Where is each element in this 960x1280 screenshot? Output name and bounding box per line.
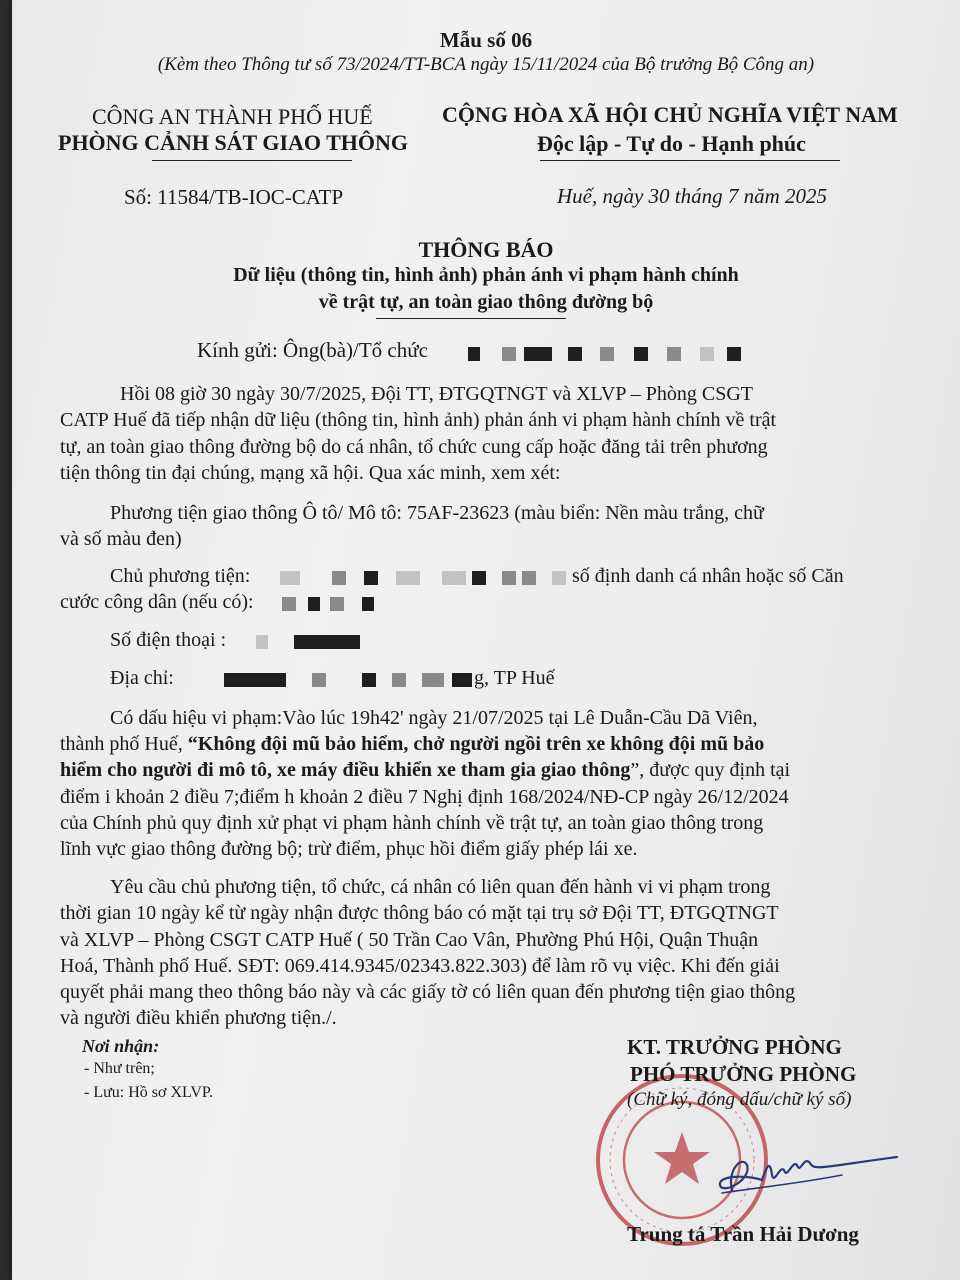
recipient-item: - Lưu: Hồ sơ XLVP. — [84, 1084, 213, 1101]
violation-behavior: “Không đội mũ bảo hiểm, chở người ngồi trên xe không đội mũ bảo — [187, 733, 765, 755]
signature-title-1: KT. TRƯỞNG PHÒNG — [627, 1035, 842, 1059]
recipients-title: Nơi nhận: — [82, 1036, 160, 1056]
document-title: THÔNG BÁO — [418, 237, 554, 262]
national-motto: Độc lập - Tự do - Hạnh phúc — [537, 131, 806, 156]
body-text: tiện thông tin đại chúng, mạng xã hội. Qua xác minh, xem xét: — [60, 462, 561, 484]
document-number: Số: 11584/TB-IOC-CATP — [124, 185, 344, 209]
violation-text: lĩnh vực giao thông đường bộ; trừ điểm, phục hồi điểm giấy phép lái xe. — [60, 838, 638, 860]
document-subtitle-2: về trật tự, an toàn giao thông đường bộ — [318, 291, 654, 313]
violation-text: thành phố Huế, “Không đội mũ bảo hiểm, chở người ngồi trên xe không đội mũ bảo — [60, 733, 765, 755]
greeting: Kính gửi: Ông(bà)/Tổ chức — [197, 338, 428, 362]
form-number: Mẫu số 06 — [439, 28, 533, 52]
title-underline — [376, 318, 566, 319]
handwritten-signature — [702, 1135, 902, 1215]
motto-underline — [540, 160, 840, 161]
document-page — [12, 0, 960, 1280]
request-text: thời gian 10 ngày kể từ ngày nhận được thông báo có mặt tại trụ sở Đội TT, ĐTGQTNGT — [60, 902, 779, 924]
recipient-item: - Như trên; — [84, 1060, 155, 1077]
request-text: Yêu cầu chủ phương tiện, tổ chức, cá nhân có liên quan đến hành vi vi phạm trong — [110, 876, 771, 898]
body-text: Hồi 08 giờ 30 ngày 30/7/2025, Đội TT, ĐTGQTNGT và XLVP – Phòng CSGT — [120, 383, 753, 405]
violation-text: hiểm cho người đi mô tô, xe máy điều khiển xe tham gia giao thông”, được quy định tại — [60, 759, 791, 781]
request-text: Hoá, Thành phố Huế. SĐT: 069.414.9345/02343.822.303) để làm rõ vụ việc. Khi đến giải — [60, 955, 780, 977]
owner-id-text: số định danh cá nhân hoặc số Căn — [572, 565, 844, 587]
phone-label: Số điện thoại : — [110, 629, 227, 651]
body-text: CATP Huế đã tiếp nhận dữ liệu (thông tin, hình ảnh) phản ánh vi phạm hành chính về trật — [60, 409, 777, 431]
department-name: PHÒNG CẢNH SÁT GIAO THÔNG — [58, 130, 409, 155]
violation-text: của Chính phủ quy định xử phạt vi phạm hành chính về trật tự, an toàn giao thông trong — [60, 812, 764, 834]
address-city: g, TP Huế — [474, 667, 555, 689]
signature-title-2: PHÓ TRƯỞNG PHÒNG — [630, 1062, 857, 1086]
national-title: CỘNG HÒA XÃ HỘI CHỦ NGHĨA VIỆT NAM — [442, 102, 898, 127]
signature-note: (Chữ ký, đóng dấu/chữ ký số) — [627, 1089, 852, 1110]
vehicle-info: và số màu đen) — [60, 528, 182, 550]
document-subtitle-1: Dữ liệu (thông tin, hình ảnh) phản ánh vi phạm hành chính — [233, 264, 739, 286]
request-text: quyết phải mang theo thông báo này và các giấy tờ có liên quan đến phương tiện giao thông — [60, 981, 796, 1003]
violation-text: Có dấu hiệu vi phạm:Vào lúc 19h42' ngày 21/07/2025 tại Lê Duẫn-Cầu Dã Viên, — [110, 707, 758, 729]
signer-name: Trung tá Trần Hải Dương — [627, 1222, 859, 1246]
address-label: Địa chỉ: — [110, 667, 174, 689]
request-text: và XLVP – Phòng CSGT CATP Huế ( 50 Trần Cao Vân, Phường Phú Hội, Quận Thuận — [60, 929, 759, 951]
owner-label: Chủ phương tiện: — [110, 565, 251, 587]
violation-text: điểm i khoản 2 điều 7;điểm h khoản 2 điều 7 Nghị định 168/2024/NĐ-CP ngày 26/12/2024 — [60, 786, 789, 808]
agency-underline — [152, 160, 352, 161]
vehicle-info: Phương tiện giao thông Ô tô/ Mô tô: 75AF-23623 (màu biển: Nền màu trắng, chữ — [110, 502, 764, 524]
body-text: tự, an toàn giao thông đường bộ do cá nhân, tổ chức cung cấp hoặc đăng tải trên phương — [60, 436, 768, 458]
agency-name: CÔNG AN THÀNH PHỐ HUẾ — [92, 104, 373, 129]
place-date: Huế, ngày 30 tháng 7 năm 2025 — [557, 184, 828, 208]
request-text: và người điều khiển phương tiện./. — [60, 1007, 337, 1029]
citizen-id-label: cước công dân (nếu có): — [60, 591, 254, 613]
form-reference: (Kèm theo Thông tư số 73/2024/TT-BCA ngày 15/11/2024 của Bộ trưởng Bộ Công an) — [157, 54, 815, 75]
violation-behavior: hiểm cho người đi mô tô, xe máy điều khiển xe tham gia giao thông — [60, 759, 631, 781]
